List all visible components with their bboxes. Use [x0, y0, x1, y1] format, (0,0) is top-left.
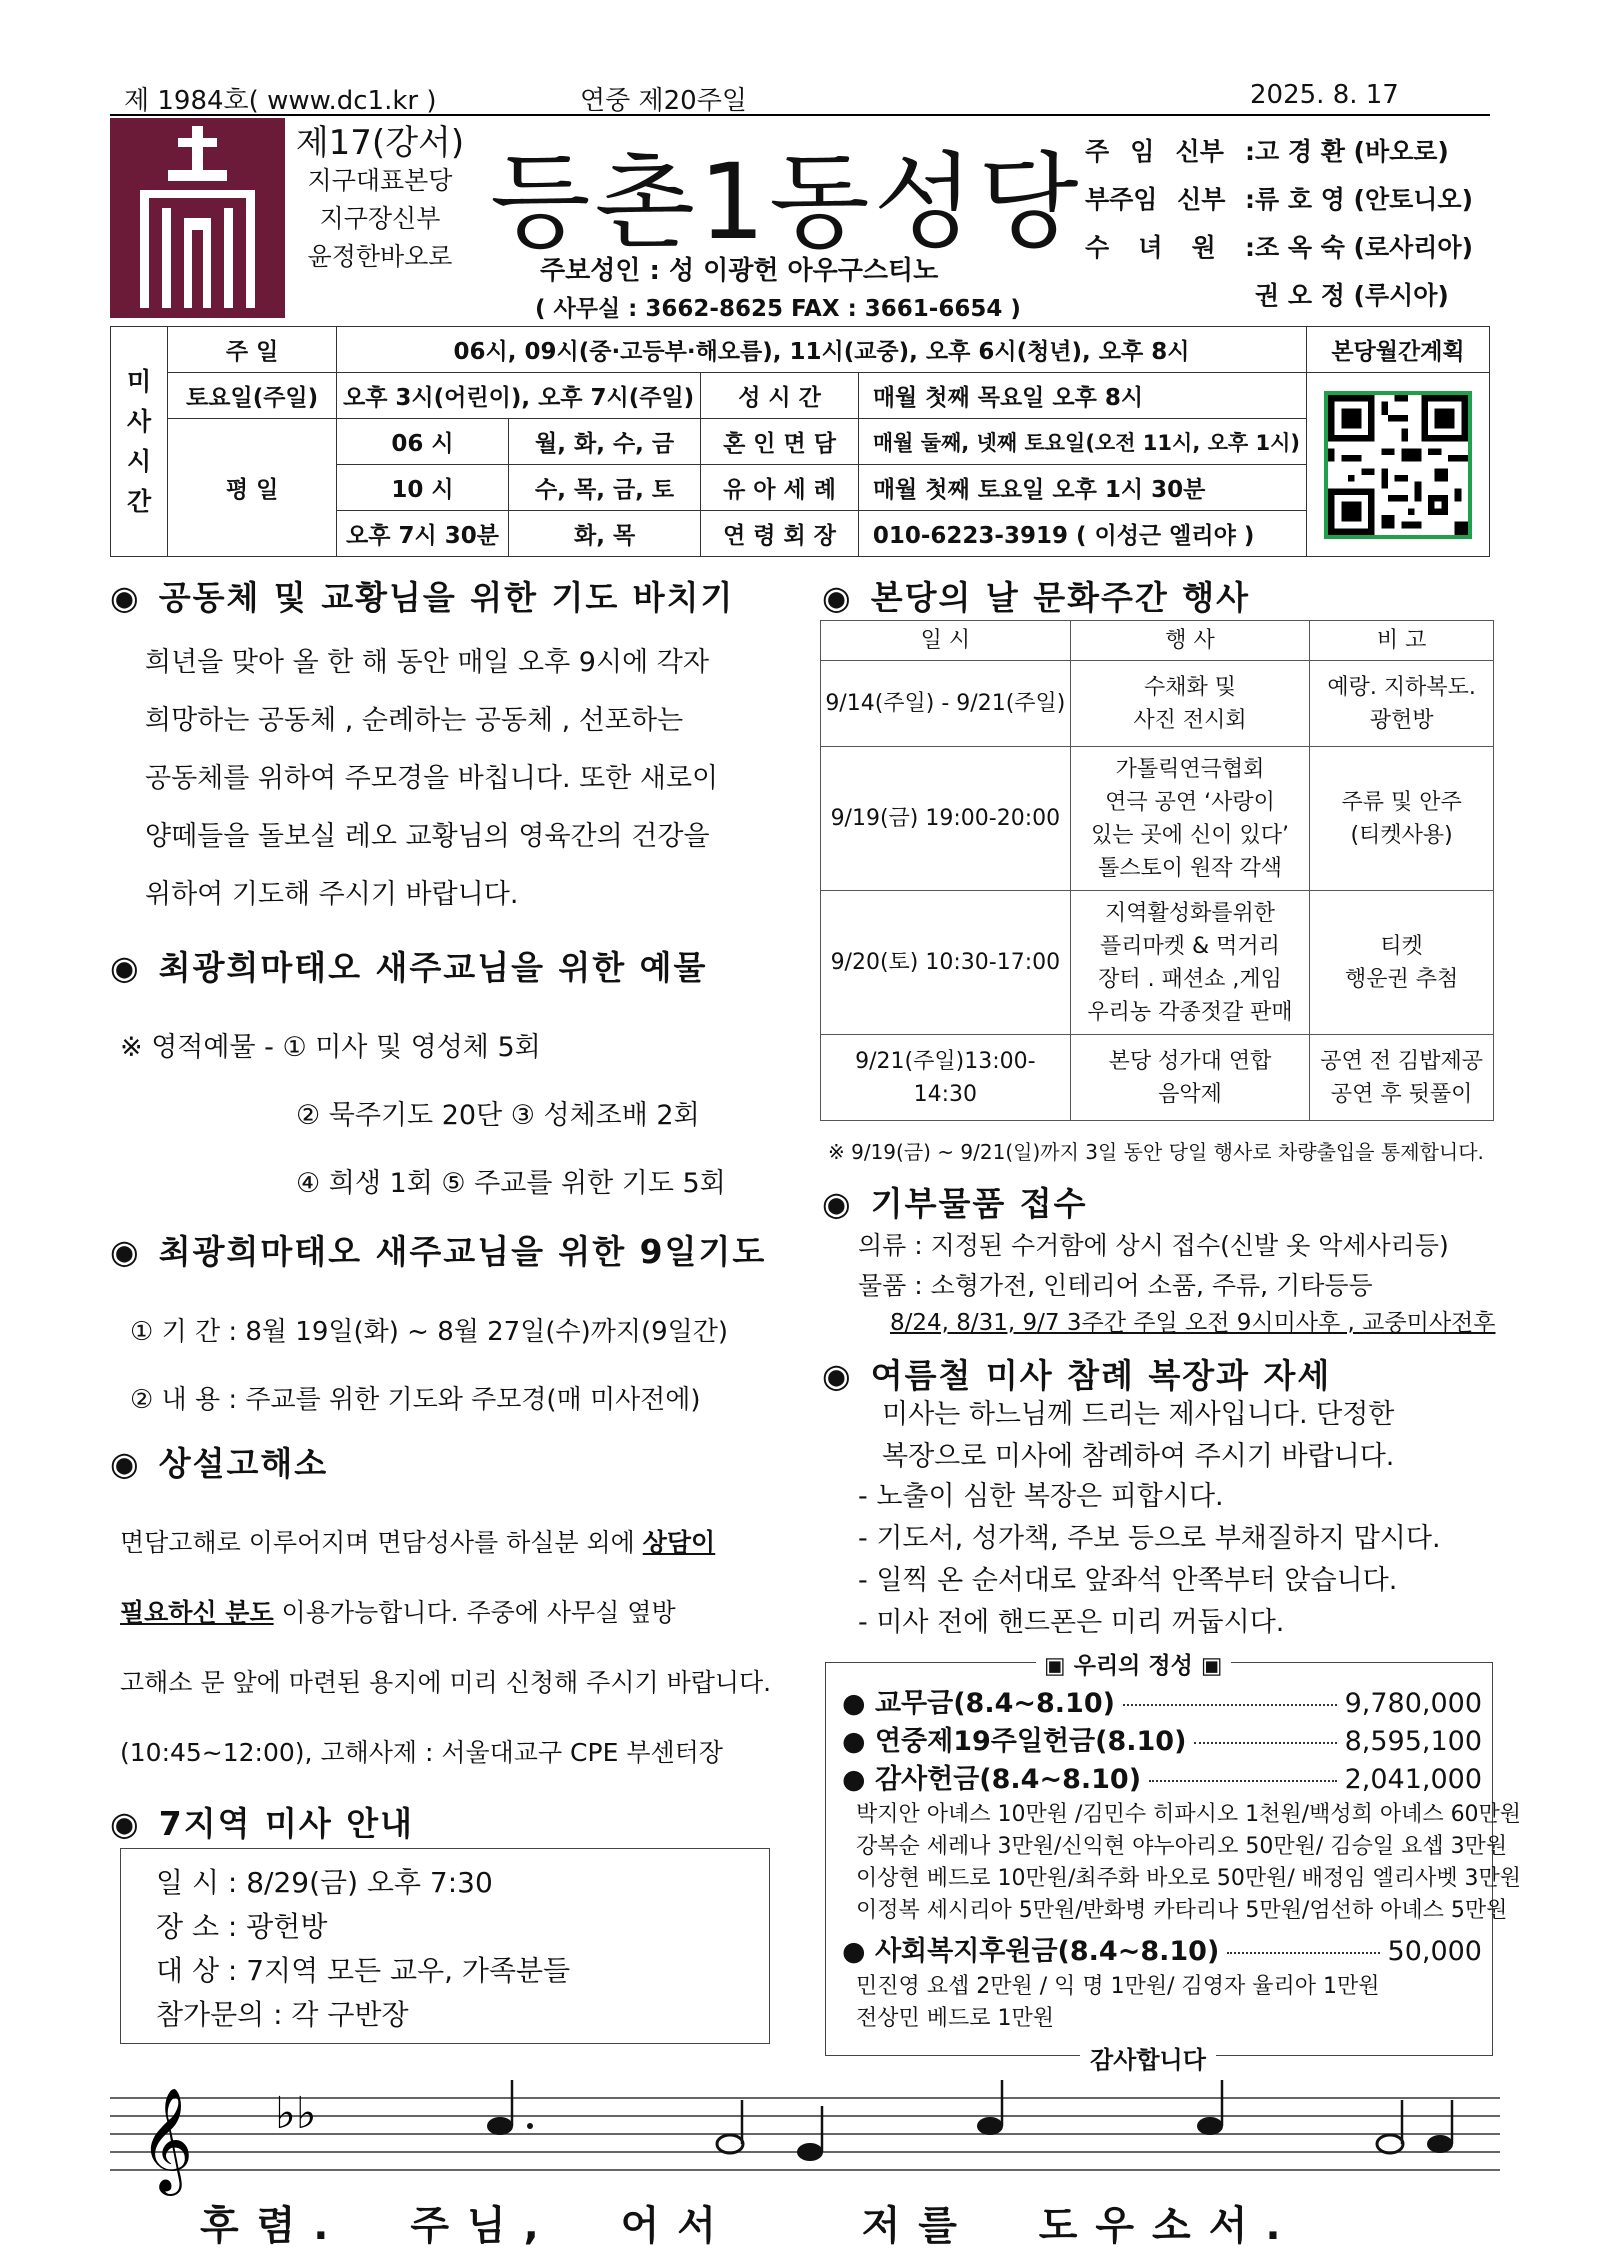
list-item: - 미사 전에 핸드폰은 미리 꺼둡시다.: [858, 1607, 1285, 1638]
info-key: 혼 인 면 담: [701, 419, 859, 465]
info-key: 유 아 세 례: [701, 465, 859, 511]
sunday-times: 06시, 09시(중·고등부·해오름), 11시(교중), 오후 6시(청년), 오후 8시: [336, 327, 1306, 373]
qr-code-icon[interactable]: [1324, 391, 1472, 539]
bullet-icon: ◉: [822, 1356, 853, 1395]
offering-line: ● 감사헌금(8.4~8.10) 2,041,000: [842, 1764, 1482, 1795]
district-line: 지구장신부: [319, 204, 441, 233]
info-key: 성 시 간: [701, 373, 859, 419]
section-dress-title: ◉ 여름철 미사 참례 복장과 자세: [822, 1356, 1332, 1395]
music-notation-icon: [110, 2070, 1500, 2200]
section-novena-title: ◉ 최광희마태오 새주교님을 위한 9일기도: [110, 1232, 767, 1271]
antiphon-lyrics: 후렴. 주님, 어서 저를 도우소서.: [200, 2203, 1299, 2249]
section-culture-week-title: ◉ 본당의 날 문화주간 행사: [822, 578, 1251, 617]
clergy-row: 수 녀 원 : 조 옥 숙 (로사리아): [1085, 233, 1474, 262]
table-row: 9/14(주일) - 9/21(주일) 수채화 및 사진 전시회 예랑. 지하복도. 광헌방: [821, 661, 1494, 747]
clergy-row: 주 임 신부 : 고 경 환 (바오로): [1085, 137, 1449, 166]
section-donation-body: 의류 : 지정된 수거함에 상시 접수(신발 옷 악세사리등) 물품 : 소형가전, 인테리어 소품, 주류, 기타등등: [858, 1231, 1449, 1300]
section-prayer-title: ◉ 공동체 및 교황님을 위한 기도 바치기: [110, 578, 735, 617]
patron-saint: 주보성인 : 성 이광헌 아우구스티노: [540, 256, 939, 286]
issue-number: 제 1984호( www.dc1.kr ): [124, 86, 437, 116]
clergy-list: [1085, 128, 1485, 320]
info-value: 매월 첫째 목요일 오후 8시: [858, 373, 1306, 419]
section-dress-list: [858, 1476, 1441, 1644]
donation-period: 8/24, 8/31, 9/7 3주간 주일 오전 9시미사후 , 교중미사전후: [890, 1310, 1496, 1336]
donor-line: 전상민 베드로 1만원: [856, 2006, 1054, 2031]
culture-week-table: [820, 620, 1494, 1121]
mission-row: 대 상 : 7지역 모든 교우, 가족분들: [156, 1954, 571, 1987]
weekday-time: 오후 7시 30분: [336, 511, 508, 557]
list-item: - 일찍 온 순서대로 앞좌석 안쪽부터 앉습니다.: [858, 1565, 1398, 1596]
qr-cell: [1307, 373, 1490, 557]
section-novena-body: ① 기 간 : 8월 19일(화) ~ 8월 27일(수)까지(9일간) ② 내 용 : 주교를 위한 기도와 주모경(매 미사전에): [130, 1317, 729, 1415]
issue-date: 2025. 8. 17: [1250, 80, 1399, 110]
bullet-icon: ◉: [110, 578, 141, 617]
weekday-days: 화, 목: [508, 511, 700, 557]
info-value: 010-6223-3919 ( 이성근 엘리야 ): [858, 511, 1306, 557]
donor-line: 민진영 요셉 2만원 / 익 명 1만원/ 김영자 율리아 1만원: [856, 1974, 1380, 1999]
offerings-box: [825, 1653, 1522, 2056]
bullet-icon: ◉: [110, 1444, 141, 1483]
table-header: 행 사: [1070, 621, 1310, 661]
info-key: 연 령 회 장: [701, 511, 859, 557]
donor-line: 이상현 베드로 10만원/최주화 바오로 50만원/ 배정임 엘리사벳 3만원: [856, 1866, 1522, 1891]
info-value: 매월 둘째, 넷째 토요일(오전 11시, 오후 1시): [858, 419, 1306, 465]
music-staff: [110, 2070, 1500, 2260]
clergy-row: 권 오 정 (루시아): [1255, 281, 1449, 310]
section-donation-title: ◉ 기부물품 접수: [822, 1184, 1088, 1223]
weekday-label: 평 일: [168, 419, 337, 557]
weekday-days: 수, 목, 금, 토: [508, 465, 700, 511]
issue-info-bar: [110, 76, 1490, 116]
saturday-label: 토요일(주일): [168, 373, 337, 419]
list-item: - 노출이 심한 복장은 피합시다.: [858, 1481, 1224, 1512]
section-confession-body: 면담고해로 이루어지며 면담성사를 하실분 외에 상담이 필요하신 분도 이용가능합니다. 주중에 사무실 옆방 고해소 문 앞에 마련된 용지에 미리 신청해 주시기 바랍니다. (10:45~12:00), 고해사제 : 서울대교구 CPE 부센터장: [120, 1528, 772, 1767]
table-row: 9/19(금) 19:00-20:00 가톨릭연극협회 연극 공연 ‘사랑이 있는 곳에 신이 있다’ 톨스토이 원작 각색 주류 및 안주 (티켓사용): [821, 747, 1494, 891]
traffic-control-note: ※ 9/19(금) ~ 9/21(일)까지 3일 동안 당일 행사로 차량출입을 통제합니다.: [828, 1140, 1484, 1164]
section-mission-title: ◉ 7지역 미사 안내: [110, 1804, 415, 1843]
sunday-label: 주 일: [168, 327, 337, 373]
church-logo: [110, 118, 285, 318]
district-info: [290, 124, 470, 276]
svg-text:♭♭: ♭♭: [275, 2088, 317, 2139]
weekday-time: 10 시: [336, 465, 508, 511]
donor-line: 이정복 세시리아 5만원/반화병 카타리나 5만원/엄선하 아녜스 5만원: [856, 1898, 1508, 1923]
mass-schedule-table: [110, 326, 1490, 557]
list-item: - 기도서, 성가책, 주보 등으로 부채질하지 맙시다.: [858, 1523, 1441, 1554]
section-offering-title: ◉ 최광희마태오 새주교님을 위한 예물: [110, 948, 708, 987]
section-confession-title: ◉ 상설고해소: [110, 1444, 329, 1483]
section-offering-body: ※ 영적예물 - ① 미사 및 영성체 5회 ② 묵주기도 20단 ③ 성체조배 2회 ④ 희생 1회 ⑤ 주교를 위한 기도 5회: [120, 1032, 726, 1199]
office-contact: ( 사무실 : 3662-8625 FAX : 3661-6654 ): [535, 296, 1021, 322]
district-line: 지구대표본당: [307, 166, 453, 195]
table-row: 9/20(토) 10:30-17:00 지역활성화를위한 플리마켓 & 먹거리 장터 . 패션쇼 ,게임 우리농 각종젓갈 판매 티켓 행운권 추첨: [821, 891, 1494, 1035]
bullet-icon: ◉: [822, 578, 853, 617]
mission-row: 참가문의 : 각 구반장: [156, 1998, 409, 2031]
mission-row: 장 소 : 광헌방: [156, 1910, 328, 1943]
offering-line: ● 교무금(8.4~8.10) 9,780,000: [842, 1688, 1482, 1719]
mass-time-label: 미사시간: [111, 327, 168, 557]
church-title: 등촌1동성당: [490, 141, 1083, 263]
table-header: 일 시: [821, 621, 1071, 661]
offerings-heading: ▣ 우리의 정성 ▣: [1036, 1647, 1231, 1680]
thanks-label: 감사합니다: [1080, 2040, 1216, 2075]
info-value: 매월 첫째 토요일 오후 1시 30분: [858, 465, 1306, 511]
weekday-days: 월, 화, 수, 금: [508, 419, 700, 465]
section-prayer-body: 희년을 맞아 올 한 해 동안 매일 오후 9시에 각자 희망하는 공동체 , 순례하는 공동체 , 선포하는 공동체를 위하여 주모경을 바칩니다. 또한 새로이 양떼들을 돌보실 레오 교황님의 영육간의 건강을 위하여 기도해 주시기 바랍니다.: [145, 647, 719, 910]
district-number: 제17(강서): [295, 123, 465, 163]
section-dress-body: 미사는 하느님께 드리는 제사입니다. 단정한 복장으로 미사에 참례하여 주시기 바랍니다.: [882, 1399, 1395, 1472]
monthly-plan-label: 본당월간계획: [1307, 327, 1490, 373]
clergy-row: 부주임 신부 : 류 호 영 (안토니오): [1085, 185, 1474, 214]
bullet-icon: ◉: [110, 948, 141, 987]
donor-line: 박지안 아녜스 10만원 /김민수 히파시오 1천원/백성희 아녜스 60만원: [856, 1802, 1522, 1827]
bullet-icon: ◉: [110, 1232, 141, 1271]
church-cross-icon: [110, 118, 285, 318]
bullet-icon: ◉: [822, 1184, 853, 1223]
saturday-times: 오후 3시(어린이), 오후 7시(주일): [336, 373, 700, 419]
mission-row: 일 시 : 8/29(금) 오후 7:30: [156, 1866, 493, 1899]
table-row: 9/21(주일)13:00-14:30 본당 성가대 연합 음악제 공연 전 김밥제공 공연 후 뒷풀이: [821, 1035, 1494, 1121]
svg-text:𝄞: 𝄞: [140, 2087, 194, 2192]
offering-line: ● 연중제19주일헌금(8.10) 8,595,100: [842, 1726, 1482, 1757]
liturgical-week: 연중 제20주일: [580, 86, 747, 116]
weekday-time: 06 시: [336, 419, 508, 465]
district-line: 윤정한바오로: [307, 242, 453, 271]
offering-line: ● 사회복지후원금(8.4~8.10) 50,000: [842, 1936, 1482, 1967]
table-header: 비 고: [1310, 621, 1494, 661]
donor-line: 강복순 세레나 3만원/신익현 야누아리오 50만원/ 김승일 요셉 3만원: [856, 1834, 1508, 1859]
bullet-icon: ◉: [110, 1804, 141, 1843]
mission-info-box: [120, 1848, 770, 2044]
